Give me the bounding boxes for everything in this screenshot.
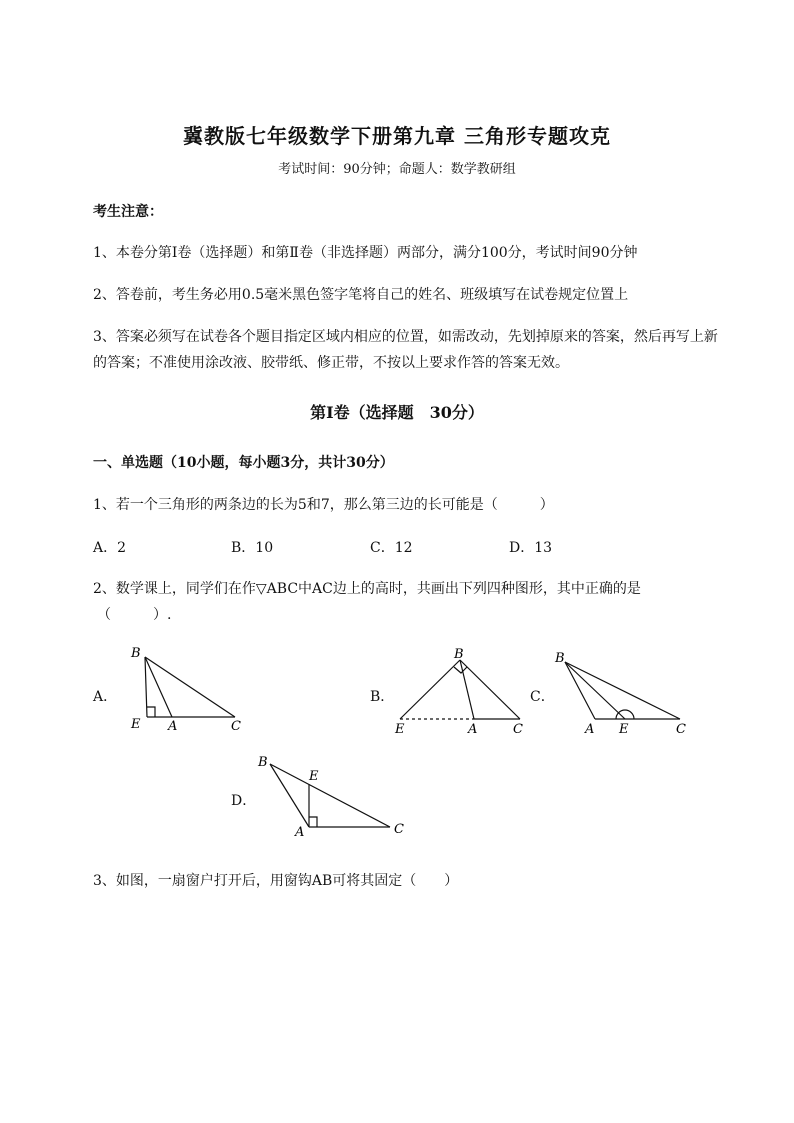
fig-d-label-b: B — [258, 755, 268, 770]
q1-option-d: D．13 — [509, 540, 553, 556]
fig-b-label-b: B — [454, 647, 464, 662]
notice-item-1: 1、本卷分第I卷（选择题）和第Ⅱ卷（非选择题）两部分，满分100分，考试时间90分钟 — [93, 245, 638, 261]
figure-c — [550, 640, 700, 740]
page-title: 冀教版七年级数学下册第九章 三角形专题攻克 — [183, 124, 611, 148]
fig-d-label-a: A — [295, 825, 305, 840]
notice-item-2: 2、答卷前，考生务必用0.5毫米黑色签字笔将自己的姓名、班级填写在试卷规定位置上 — [93, 287, 629, 303]
fig-a-label-e: E — [131, 717, 141, 732]
fig-d-label-c: C — [394, 822, 404, 837]
notice-item-3: 3、答案必须写在试卷各个题目指定区域内相应的位置，如需改动，先划掉原来的答案，然后再写上新 — [93, 329, 718, 345]
fig-a-label-b: B — [131, 646, 141, 661]
exam-info: 考试时间：90分钟；命题人：数学教研组 — [278, 162, 516, 177]
notice-heading: 考生注意： — [93, 204, 163, 220]
question-1-text: 1、若一个三角形的两条边的长为5和7，那么第三边的长可能是（ ） — [93, 497, 554, 513]
fig-b-label-a: A — [468, 722, 478, 737]
q2-option-c-label: C． — [530, 689, 555, 705]
figure-b — [390, 640, 540, 740]
fig-a-label-a: A — [168, 719, 178, 734]
q2-option-a-label: A． — [93, 689, 118, 705]
fig-c-label-e: E — [619, 722, 629, 737]
fig-b-label-e: E — [395, 722, 405, 737]
section-title: 第I卷（选择题 30分） — [310, 403, 484, 422]
figure-d — [250, 750, 420, 845]
notice-item-3-cont: 的答案；不准使用涂改液、胶带纸、修正带，不按以上要求作答的答案无效。 — [93, 355, 569, 371]
q2-option-d-label: D． — [231, 793, 257, 809]
fig-c-label-b: B — [555, 651, 565, 666]
question-3-text: 3、如图，一扇窗户打开后，用窗钩AB可将其固定（ ） — [93, 873, 459, 889]
figure-a — [120, 640, 260, 740]
question-2-blank: （ ）. — [97, 607, 172, 623]
fig-c-label-c: C — [676, 722, 686, 737]
fig-b-label-c: C — [513, 722, 523, 737]
q2-option-b-label: B． — [370, 689, 395, 705]
fig-c-label-a: A — [585, 722, 595, 737]
fig-d-label-e: E — [309, 769, 319, 784]
q1-option-a: A．2 — [93, 540, 127, 556]
q1-option-b: B．10 — [231, 540, 274, 556]
q1-option-c: C．12 — [370, 540, 413, 556]
question-2-text: 2、数学课上，同学们在作▽ABC中AC边上的高时，共画出下列四种图形，其中正确的是 — [93, 581, 641, 597]
fig-a-label-c: C — [231, 719, 241, 734]
part-heading: 一、单选题（10小题，每小题3分，共计30分） — [93, 455, 394, 471]
